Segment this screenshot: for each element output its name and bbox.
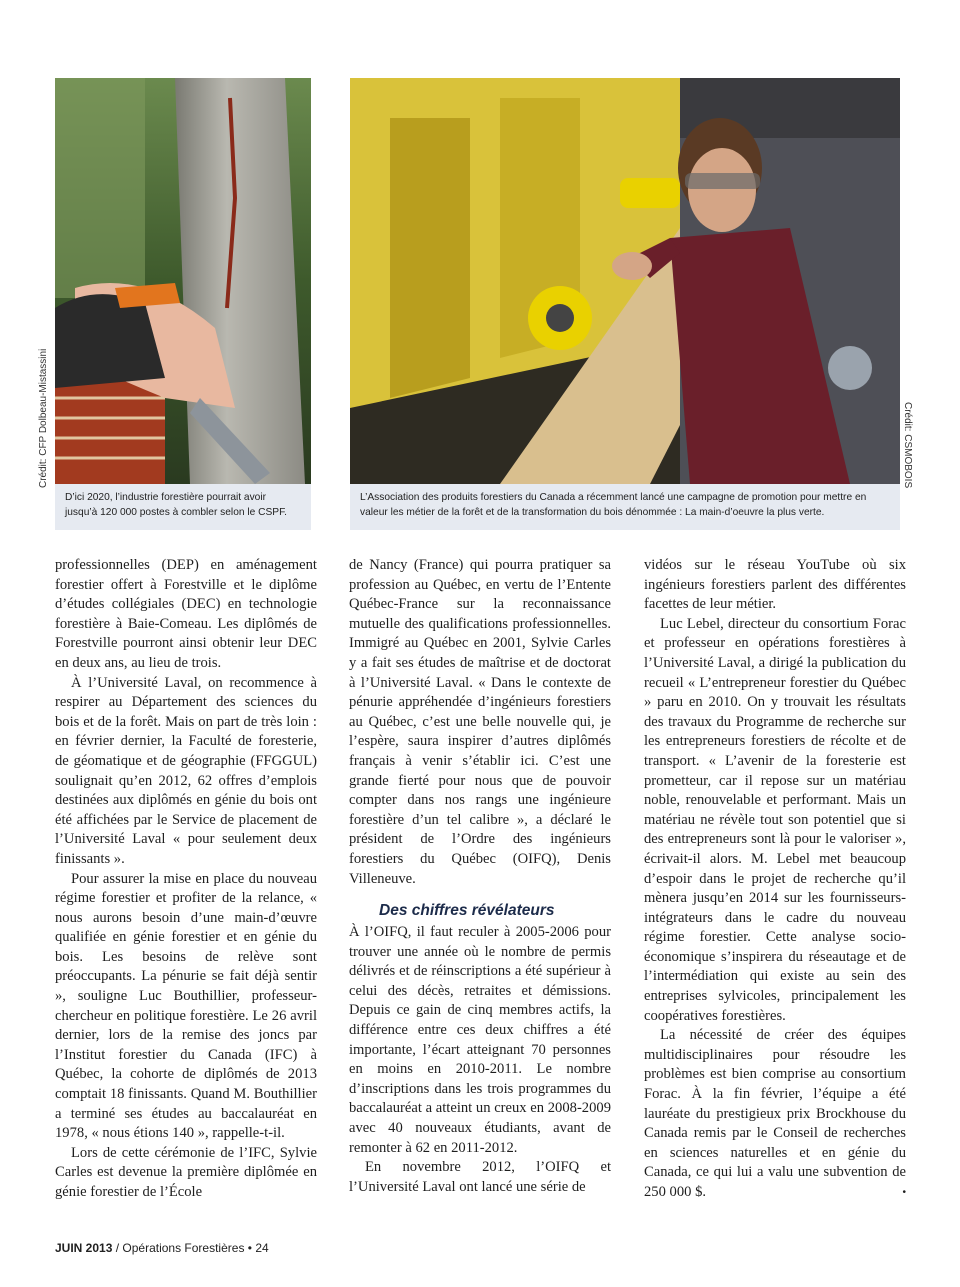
end-of-article-mark: • [902,1187,906,1198]
magazine-name: Opérations Forestières [122,1241,245,1255]
paragraph: Luc Lebel, directeur du consortium Forac et professeur en opérations forestières à l’Université Laval, a dirigé la publication du recueil « L’entrepreneur forestier du Québec » paru en 2010. On y trouvait les résultats des travaux du Programme de recherche sur les entrepreneurs forestiers de récolte et de transport. « L’avenir de la foresterie est prometteur, car il repose sur un matériau noble, renouvelable et performant. Mais un matériau ne révèle tout son potentiel que si des entrepreneurs sont là pour le valoriser », écrivait-il alors. M. Lebel met beaucoup d’espoir dans le projet de recherche qu’il mènera jusqu’en 2014 sur les fournisseurs-intégrateurs dans le cadre du nouveau régime forestier. Cette analyse socio-économique s’inspirera du réseautage et de l’intermédiation qui existe au sein des entreprises sylvicoles, principalement les coopératives forestières. [644,615,906,1024]
footer-separator: / [112,1241,123,1255]
paragraph: À l’OIFQ, il faut reculer à 2005-2006 pour trouver une année où le nombre de permis délivrés et de réinscriptions a été supérieur à celui des décès, retraites et démissions. Depuis ce gain de cinq membres actifs, la différence entre ces deux chiffres a été importante, l’écart atteignant 70 personnes en moins en 2010-2011. Le nombre d’inscriptions dans les trois programmes du baccalauréat a atteint un creux en 2008-2009 avec 40 nouveaux étudiants, avant de remonter à 62 en 2011-2012. [349,924,611,1156]
paragraph: Pour assurer la mise en place du nouveau régime forestier et profiter de la relance, « nous aurons besoin d’une main-d’œuvre qualifiée en génie forestier et en génie du bois. Les besoins de relève sont préoccupants. La pénurie se fait déjà sentir », souligne Luc Bouthillier, professeur-chercheur en politique forestière. Le 26 avril dernier, lors de la remise des joncs par l’Institut forestier du Canada (IFC) à Québec, la cohorte de diplômés de 2013 comptait 18 finissants. Quand M. Bouthillier a terminé ses études au baccalauréat en 1978, « nous étions 140 », rappelle-t-il. [55,870,317,1142]
paragraph: vidéos sur le réseau YouTube où six ingénieurs forestiers parlent des différentes facettes de leur métier. [644,557,906,613]
article-column-1 [55,556,317,1203]
article-column-2 [349,556,611,1197]
page-footer [55,1241,269,1255]
paragraph: Lors de cette cérémonie de l’IFC, Sylvie Carles est devenue la première diplômée en génie forestier de l’École [55,1144,317,1200]
paragraph: de Nancy (France) qui pourra pratiquer sa profession au Québec, en vertu de l’Entente Québec-France sur la reconnaissance mutuelle des qualifications professionnelles. Immigré au Québec en 2001, Sylvie Carles y a fait ses études de maîtrise et de doctorat à l’Université Laval. « Dans le contexte de pénurie appréhendée d’ingénieurs forestiers au Québec, c’est une belle nouvelle qui, je l’espère, saura inspirer d’autres diplômés français à venir s’établir ici. C’est une grande fierté pour nous que de pouvoir compter dans nos rangs une ingénieure forestière d’un tel calibre », a déclaré le président de l’Ordre des ingénieurs forestiers du Québec (OIFQ), Denis Villeneuve. [349,557,611,887]
paragraph: professionnelles (DEP) en aménagement forestier offert à Forestville et le diplôme d’études collégiales (DEC) en technologie forestière à Baie-Comeau. Les diplômés de Forestville pourront ainsi obtenir leur DEC en deux ans, au lieu de trois. [55,557,317,671]
footer-bullet: • [244,1241,256,1255]
paragraph [644,1026,906,1202]
photo-credit-right: Crédit: CSMOBOIS [902,402,913,489]
photo-credit-left: Crédit: CFP Dolbeau-Mistassini [38,348,49,488]
section-subheading: Des chiffres révélateurs [379,902,555,920]
paragraph-text: La nécessité de créer des équipes multidisciplinaires pour résoudre les problèmes est bien comprise au consortium Forac. À la fin février, l’équipe a été lauréate du prestigieux prix Brockhouse du Canada remis par le Conseil de recherches en sciences naturelles et en génie du Canada, ce qui lui a valu une subvention de 250 000 $. [644,1027,906,1200]
paragraph: En novembre 2012, l’OIFQ et l’Université Laval ont lancé une série de [349,1159,611,1195]
article-column-3 [644,556,906,1203]
caption-left: D’ici 2020, l’industrie forestière pourrait avoir jusqu’à 120 000 postes à combler selon le CSPF. [55,484,311,530]
paragraph: À l’Université Laval, on recommence à respirer au Département des sciences du bois et de la forêt. Mais on part de très loin : en février dernier, la Faculté de foresterie, de géomatique et de géographie (FFGGUL) soulignait qu’en 2012, 62 offres d’emplois destinées aux diplômés en génie du bois ont été affichées par le Service de placement de l’Université Laval « pour seulement deux finissants ». [55,674,317,867]
photo-wood-machine-operator [350,78,900,484]
caption-right: L’Association des produits forestiers du Canada a récemment lancé une campagne de promotion pour mettre en valeur les métier de la forêt et de la transformation du bois dénommée : La main-d’oeuvre la plus verte. [350,484,900,530]
issue-date: JUIN 2013 [55,1241,113,1255]
page-number: 24 [255,1241,269,1255]
photo-tree-measurement [55,78,311,484]
